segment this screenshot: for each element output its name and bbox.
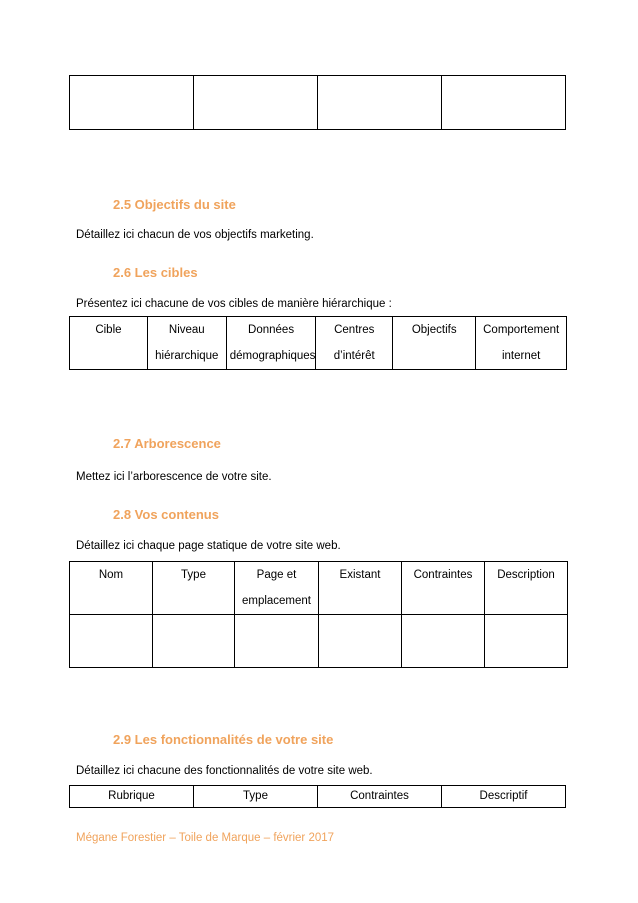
table-header-cell: Contraintes xyxy=(402,562,485,615)
table-header-row xyxy=(70,562,568,615)
section-heading-objectifs: 2.5 Objectifs du site xyxy=(113,197,236,212)
table-row xyxy=(70,76,566,130)
table-header-cell: Données démographiques xyxy=(226,317,316,370)
table-cell xyxy=(319,615,402,668)
table-header-cell: Niveau hiérarchique xyxy=(147,317,226,370)
table-header-cell: Comportement internet xyxy=(476,317,567,370)
table-header-cell: Rubrique xyxy=(70,786,194,808)
table-header-cell: Page et emplacement xyxy=(235,562,319,615)
top-empty-table xyxy=(69,75,566,130)
table-cell xyxy=(318,76,442,130)
table-cell xyxy=(70,76,194,130)
contenus-table xyxy=(69,561,568,668)
table-cell xyxy=(153,615,235,668)
section-heading-arborescence: 2.7 Arborescence xyxy=(113,436,221,451)
table-header-cell: Type xyxy=(194,786,318,808)
table-header-cell: Cible xyxy=(70,317,148,370)
table-row xyxy=(70,615,568,668)
table-cell xyxy=(442,76,566,130)
page-footer: Mégane Forestier – Toile de Marque – février 2017 xyxy=(76,832,335,844)
cibles-table xyxy=(69,316,567,370)
section-heading-fonctionnalites: 2.9 Les fonctionnalités de votre site xyxy=(113,732,334,747)
section-text-arborescence: Mettez ici l’arborescence de votre site. xyxy=(76,471,272,483)
table-cell xyxy=(485,615,568,668)
table-cell xyxy=(402,615,485,668)
table-header-row xyxy=(70,786,566,808)
section-text-objectifs: Détaillez ici chacun de vos objectifs marketing. xyxy=(76,229,314,241)
table-header-cell: Contraintes xyxy=(318,786,442,808)
table-header-row xyxy=(70,317,567,370)
fonctionnalites-table xyxy=(69,785,566,808)
section-text-contenus: Détaillez ici chaque page statique de votre site web. xyxy=(76,540,341,552)
table-header-cell: Objectifs xyxy=(393,317,476,370)
table-cell xyxy=(70,615,153,668)
section-text-fonctionnalites: Détaillez ici chacune des fonctionnalités de votre site web. xyxy=(76,765,373,777)
section-heading-contenus: 2.8 Vos contenus xyxy=(113,507,219,522)
table-header-cell: Description xyxy=(485,562,568,615)
section-heading-cibles: 2.6 Les cibles xyxy=(113,265,198,280)
table-header-cell: Type xyxy=(153,562,235,615)
section-text-cibles: Présentez ici chacune de vos cibles de manière hiérarchique : xyxy=(76,298,392,310)
table-header-cell: Existant xyxy=(319,562,402,615)
table-cell xyxy=(194,76,318,130)
table-header-cell: Centres d’intérêt xyxy=(316,317,393,370)
table-header-cell: Descriptif xyxy=(442,786,566,808)
table-header-cell: Nom xyxy=(70,562,153,615)
table-cell xyxy=(235,615,319,668)
